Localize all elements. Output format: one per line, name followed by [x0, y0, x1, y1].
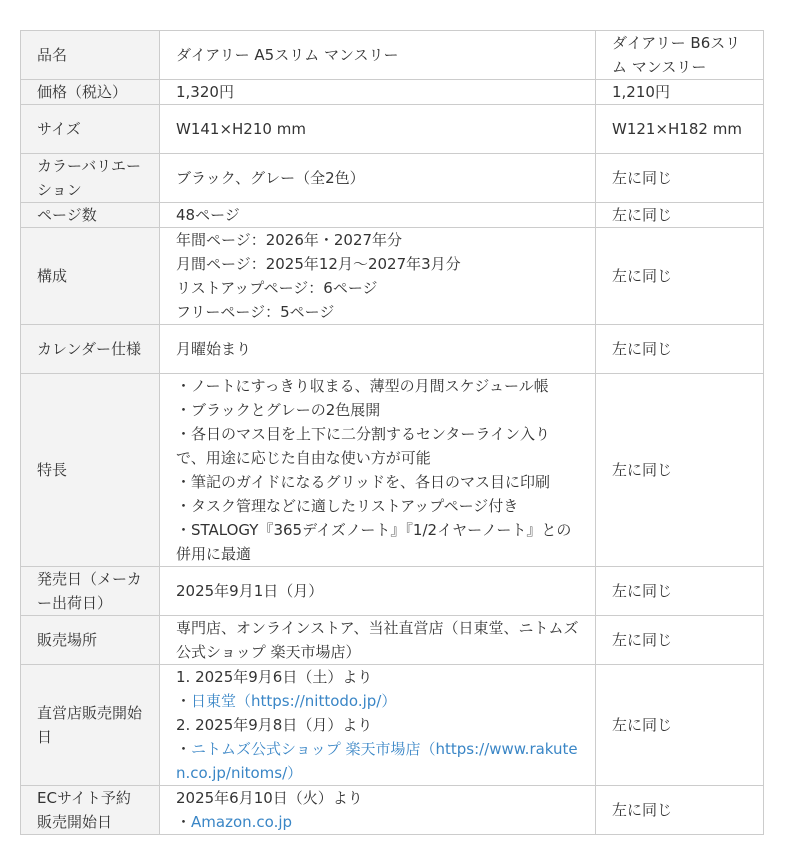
rakuten-shop-link[interactable]: ニトムズ公式ショップ 楽天市場店（https://www.rakuten.co.jp/nitoms/）: [176, 740, 578, 782]
bullet: ・: [176, 813, 192, 831]
row-label: 価格（税込）: [21, 80, 160, 105]
b6-value: 左に同じ: [596, 154, 764, 203]
b6-value: 1,210円: [596, 80, 764, 105]
row-label: ページ数: [21, 203, 160, 228]
text-line: ・タスク管理などに適したリストアップページ付き: [176, 497, 519, 515]
table-row: [21, 616, 764, 665]
row-label: ECサイト予約販売開始日: [21, 786, 160, 835]
a5-value: [160, 786, 596, 835]
b6-value: ダイアリー B6スリム マンスリー: [596, 31, 764, 80]
b6-value: 左に同じ: [596, 567, 764, 616]
b6-value: 左に同じ: [596, 616, 764, 665]
table-row: [21, 105, 764, 154]
b6-value: 左に同じ: [596, 203, 764, 228]
text-line: フリーページ：5ページ: [176, 303, 335, 321]
b6-value: 左に同じ: [596, 325, 764, 374]
b6-value: 左に同じ: [596, 374, 764, 567]
text-line: [176, 810, 579, 834]
row-label: サイズ: [21, 105, 160, 154]
text-line: 2025年6月10日（火）より: [176, 789, 363, 807]
row-label: 直営店販売開始日: [21, 665, 160, 786]
amazon-link[interactable]: Amazon.co.jp: [191, 813, 293, 831]
a5-value: 専門店、オンラインストア、当社直営店（日東堂、ニトムズ公式ショップ 楽天市場店）: [160, 616, 596, 665]
spec-table: [20, 30, 764, 835]
table-row: [21, 80, 764, 105]
bullet: ・: [176, 692, 192, 710]
a5-value: ブラック、グレー（全2色）: [160, 154, 596, 203]
text-line: ・ブラックとグレーの2色展開: [176, 401, 381, 419]
table-row: [21, 203, 764, 228]
bullet: ・: [176, 740, 192, 758]
table-row: [21, 154, 764, 203]
table-row: [21, 325, 764, 374]
a5-value: W141×H210 mm: [160, 105, 596, 154]
table-row: [21, 567, 764, 616]
table-row: [21, 31, 764, 80]
a5-value: [160, 228, 596, 325]
row-label: 品名: [21, 31, 160, 80]
a5-value: 月曜始まり: [160, 325, 596, 374]
text-line: 2. 2025年9月8日（月）より: [176, 716, 373, 734]
b6-value: 左に同じ: [596, 665, 764, 786]
table-row: [21, 665, 764, 786]
table-row: [21, 374, 764, 567]
row-label: カレンダー仕様: [21, 325, 160, 374]
a5-value: 48ページ: [160, 203, 596, 228]
table-row: [21, 786, 764, 835]
b6-value: 左に同じ: [596, 786, 764, 835]
nittodo-link[interactable]: 日東堂（https://nittodo.jp/）: [191, 692, 397, 710]
row-label: 構成: [21, 228, 160, 325]
a5-value: [160, 374, 596, 567]
a5-value: [160, 665, 596, 786]
b6-value: W121×H182 mm: [596, 105, 764, 154]
b6-value: 左に同じ: [596, 228, 764, 325]
row-label: 特長: [21, 374, 160, 567]
a5-value: ダイアリー A5スリム マンスリー: [160, 31, 596, 80]
text-line: ・ノートにすっきり収まる、薄型の月間スケジュール帳: [176, 377, 549, 395]
text-line: ・筆記のガイドになるグリッドを、各日のマス目に印刷: [176, 473, 550, 491]
a5-value: 1,320円: [160, 80, 596, 105]
a5-value: 2025年9月1日（月）: [160, 567, 596, 616]
row-label: カラーバリエーション: [21, 154, 160, 203]
table-row: [21, 228, 764, 325]
text-line: リストアップページ：6ページ: [176, 279, 378, 297]
row-label: 発売日（メーカー出荷日）: [21, 567, 160, 616]
text-line: 年間ページ：2026年・2027年分: [176, 231, 403, 249]
text-line: ・各日のマス目を上下に二分割するセンターライン入りで、用途に応じた自由な使い方が可能: [176, 425, 550, 467]
text-line: [176, 737, 579, 785]
text-line: 月間ページ：2025年12月～2027年3月分: [176, 255, 461, 273]
row-label: 販売場所: [21, 616, 160, 665]
text-line: [176, 689, 579, 713]
text-line: 1. 2025年9月6日（土）より: [176, 668, 373, 686]
text-line: ・STALOGY『365デイズノート』『1/2イヤーノート』との併用に最適: [176, 521, 572, 563]
